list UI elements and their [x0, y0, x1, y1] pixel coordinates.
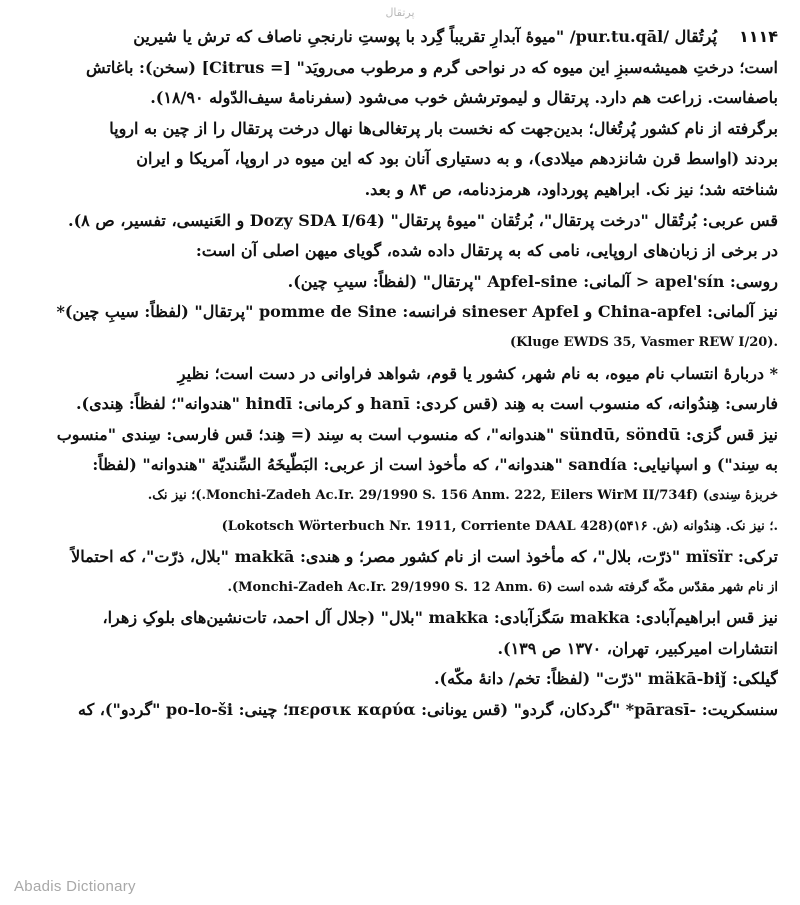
entry-line-1: [22, 22, 778, 53]
entry-line-18: ترکی: mïsïr "ذرّت، بلال"، که مأخوذ است از نام کشور مصر؛ و هندی: makkā "بلال، ذرّت"، که احتمالاً: [71, 547, 778, 567]
entry-line-9: روسی: apel'sín < آلمانی: Apfel-sine "پرتقال" (لفظاً: سیبِ چین).: [287, 271, 778, 291]
entry-line-4: برگرفته از نام کشور پُرتُغال؛ بدین‌جهت که نخست بار پرتغالی‌ها نهال درخت پرتقال را از چین به اروپا: [109, 118, 778, 138]
entry-line-5: بردند (اواسط قرن شانزدهم میلادی)، و به دستیاری آنان بود که این میوه در اروپا، آمریکا و ایران: [136, 149, 778, 169]
entry-line-7: قس عربی: بُرتُقال "درخت پرتقال"، بُرتُقان "میوهٔ پرتقال" (Dozy SDA I/64 و العَنیسی، تفسیر، ص ۸).: [68, 210, 778, 230]
entry-line-6: شناخته شد؛ نیز نک. ابراهیم پورداود، هرمزدنامه، ص ۸۴ و بعد.: [364, 179, 778, 199]
entry-number: ۱۱۱۴: [738, 27, 778, 46]
entry-line-3: باصفاست. زراعت هم دارد. پرتقال و لیموترشش خوب می‌شود (سفرنامهٔ سیف‌الدّوله ۱۸/۹۰).: [150, 88, 778, 108]
entry-line-2: است؛ درختِ همیشه‌سبزِ این میوه که در نواحی گرم و مرطوب می‌رویَد" [= Citrus] (سخن): باغاتش: [86, 57, 778, 77]
entry-line-23: سنسکریت: -pārasī* "گردکان، گردو" (قس یونانی: περσικ καρύα؛ چینی: po-lo-ši "گردو")، که: [77, 700, 778, 720]
entry-line-19: از نام شهر مقدّس مکّه گرفته شده است (Monchi-Zadeh Ac.Ir. 29/1990 S. 12 Anm. 6).: [227, 579, 778, 595]
page-header: پرتقال: [385, 6, 415, 19]
entry-line-17: (Lokotsch Wörterbuch Nr. 1911, Corriente DAAL 428)؛ نیز نک. هِندُوانه (ش. ۵۴۱۶).: [221, 518, 778, 534]
watermark: Abadis Dictionary: [14, 878, 136, 895]
entry-line-13: فارسی: هِندُوانه، که منسوب است به هِند (قس کردی: hanī و کرمانی: hindī "هندوانه"؛ لفظاً: هِندی).: [75, 394, 778, 414]
entry-line-22: گیلکی: mäkā-biǰ "ذرّت" (لفظاً: تخم/ دانهٔ مکّه).: [433, 669, 778, 689]
entry-line-10: نیز آلمانی: China-apfel و sineser Apfel فرانسه: pomme de Sine "پرتقال" (لفظاً: سیبِ چین)*: [56, 302, 778, 322]
entry-line-20: نیز قس ابراهیم‌آبادی: makka سَگزآبادی: makka "بلال" (جلال آل احمد، تات‌نشین‌های بلوکِ زهرا،: [102, 608, 778, 628]
entry-line-16: خربزهٔ سِندی) (Monchi-Zadeh Ac.Ir. 29/1990 S. 156 Anm. 222, Eilers WirM II/734f.)؛ نیز نک.: [147, 487, 778, 503]
entry-line-12: * دربارهٔ انتساب نام میوه، به نام شهر، کشور یا قوم، شواهد فراوانی در دست است؛ نظیرِ: [177, 363, 778, 383]
entry-line-21: انتشارات امیرکبیر، تهران، ۱۳۷۰ ص ۱۳۹).: [497, 638, 778, 658]
entry-line-15: به سِند") و اسپانیایی: sandía "هندوانه"، که مأخوذ است از عربی: البَطّیخَهُ السِّندیّة "هندوانه" (لفظاً:: [92, 455, 778, 475]
entry-line-11: (Kluge EWDS 35, Vasmer REW I/20).: [509, 334, 778, 350]
entry-line-8: در برخی از زبان‌های اروپایی، نامی که به پرتقال داده شده، گویای میهن اصلی آن است:: [195, 241, 778, 261]
dictionary-entry: [22, 22, 778, 726]
entry-headword-line: پُرتُقال /pur.tu.qāl/ "میوهٔ آبدارِ تقریباً گِرد با پوستِ نارنجیِ ناصاف که ترش یا شیرین: [133, 27, 717, 46]
entry-line-14: نیز قس گزی: sündū, söndū "هندوانه"، که منسوب است به سِند (= هِند؛ قس فارسی: سِندی "منسوب: [56, 424, 778, 444]
